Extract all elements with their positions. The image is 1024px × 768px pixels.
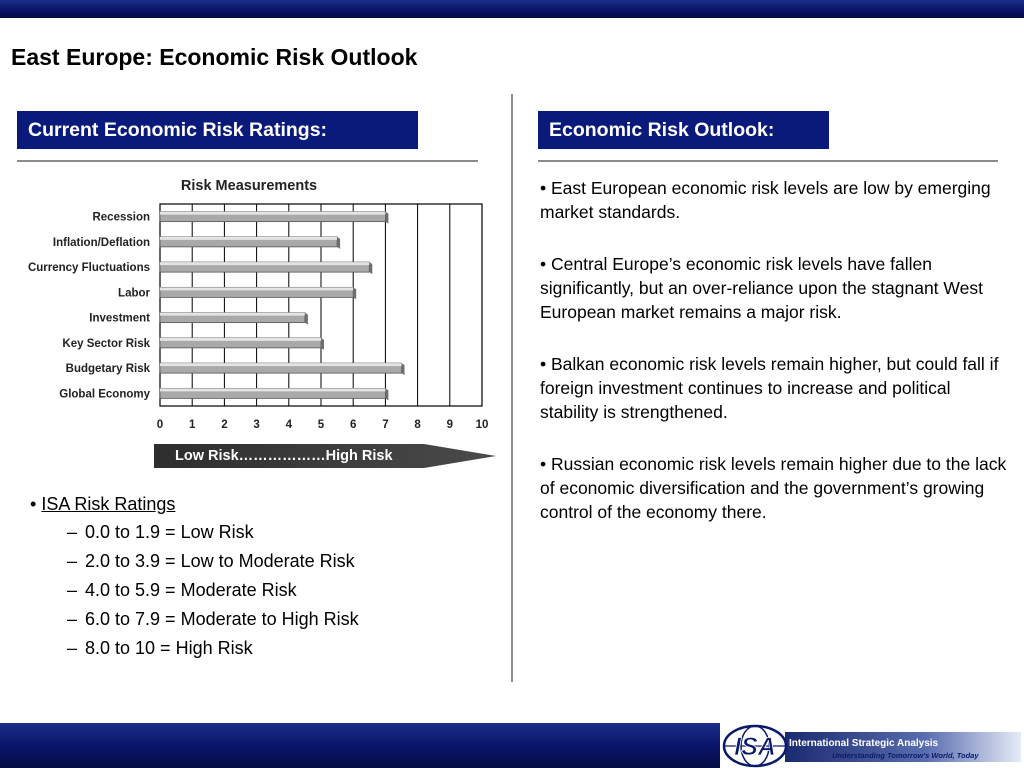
rating-dash: – <box>67 551 78 571</box>
bar-highlight <box>160 313 305 316</box>
x-tick-label: 5 <box>317 419 325 431</box>
outlook-paragraph: • East European economic risk levels are low by emerging market standards. <box>540 178 991 222</box>
category-label: Inflation/Deflation <box>52 236 150 249</box>
risk-measurements-chart <box>8 170 508 470</box>
risk-scale-label: Low Risk………………High Risk <box>175 448 393 464</box>
org-name: International Strategic Analysis <box>789 738 939 749</box>
category-label: Currency Fluctuations <box>27 262 150 275</box>
bar-side <box>402 363 405 375</box>
bar-side <box>369 262 372 274</box>
outlook-header: Economic Risk Outlook: <box>538 111 829 149</box>
outlook-paragraph: • Balkan economic risk levels remain higher, but could fall if foreign investment continues to increase and political stability is strengthened. <box>540 354 999 422</box>
rating-dash: – <box>67 609 78 629</box>
x-tick-label: 9 <box>446 419 454 431</box>
x-tick-label: 1 <box>188 419 196 431</box>
x-tick-label: 2 <box>221 419 228 431</box>
rating-text: 4.0 to 5.9 = Moderate Risk <box>85 580 297 600</box>
x-tick-label: 8 <box>414 419 421 431</box>
chart-title: Risk Measurements <box>180 178 318 194</box>
bar-highlight <box>160 363 402 366</box>
outlook-paragraph: • Central Europe’s economic risk levels have fallen significantly, but an over-reliance upon the stagnant West European market remains a major risk. <box>540 254 983 322</box>
page-title: East Europe: Economic Risk Outlook <box>11 44 418 70</box>
rating-text: 8.0 to 10 = High Risk <box>85 638 253 658</box>
rating-item <box>67 634 359 663</box>
category-label: Global Economy <box>59 388 150 401</box>
right-rule <box>538 160 998 162</box>
category-label: Recession <box>92 211 150 224</box>
column-divider <box>511 94 513 682</box>
ratings-bullet: • <box>30 494 37 514</box>
bar-highlight <box>160 388 385 391</box>
left-rule <box>17 160 478 162</box>
bar-side <box>385 388 388 400</box>
x-tick-label: 0 <box>156 419 164 431</box>
org-tagline: Understanding Tomorrow's World, Today <box>832 751 979 760</box>
rating-item <box>67 518 359 547</box>
rating-dash: – <box>67 580 78 600</box>
bar-highlight <box>160 262 369 265</box>
bar-highlight <box>160 237 337 240</box>
x-tick-label: 3 <box>253 419 260 431</box>
rating-text: 2.0 to 3.9 = Low to Moderate Risk <box>85 551 355 571</box>
current-ratings-header: Current Economic Risk Ratings: <box>17 111 418 149</box>
category-label: Labor <box>118 287 150 300</box>
x-tick-label: 10 <box>475 419 489 431</box>
rating-item <box>67 547 359 576</box>
category-label: Key Sector Risk <box>62 337 150 350</box>
logo-letters: ISA <box>734 733 776 761</box>
bar-side <box>321 338 324 350</box>
bar-highlight <box>160 338 321 341</box>
x-tick-label: 6 <box>349 419 357 431</box>
footer-banner <box>0 723 720 768</box>
bar-side <box>337 237 340 249</box>
isa-globe-logo <box>722 724 788 768</box>
rating-text: 0.0 to 1.9 = Low Risk <box>85 522 254 542</box>
isa-risk-ratings <box>30 494 359 663</box>
category-label: Budgetary Risk <box>65 363 150 376</box>
rating-item <box>67 576 359 605</box>
x-tick-label: 4 <box>285 419 293 431</box>
ratings-title: ISA Risk Ratings <box>41 494 176 514</box>
outlook-list <box>540 176 1010 552</box>
bar-side <box>385 212 388 224</box>
rating-item <box>67 605 359 634</box>
bar-highlight <box>160 212 385 215</box>
bar-highlight <box>160 287 353 290</box>
bar-side <box>353 287 356 299</box>
x-tick-label: 7 <box>382 419 389 431</box>
category-label: Investment <box>89 312 150 325</box>
rating-text: 6.0 to 7.9 = Moderate to High Risk <box>85 609 359 629</box>
outlook-paragraph: • Russian economic risk levels remain higher due to the lack of economic diversification and the government’s growing control of the economy there. <box>540 454 1007 522</box>
rating-dash: – <box>67 522 78 542</box>
bar-side <box>305 313 308 325</box>
top-banner <box>0 0 1024 18</box>
rating-dash: – <box>67 638 78 658</box>
